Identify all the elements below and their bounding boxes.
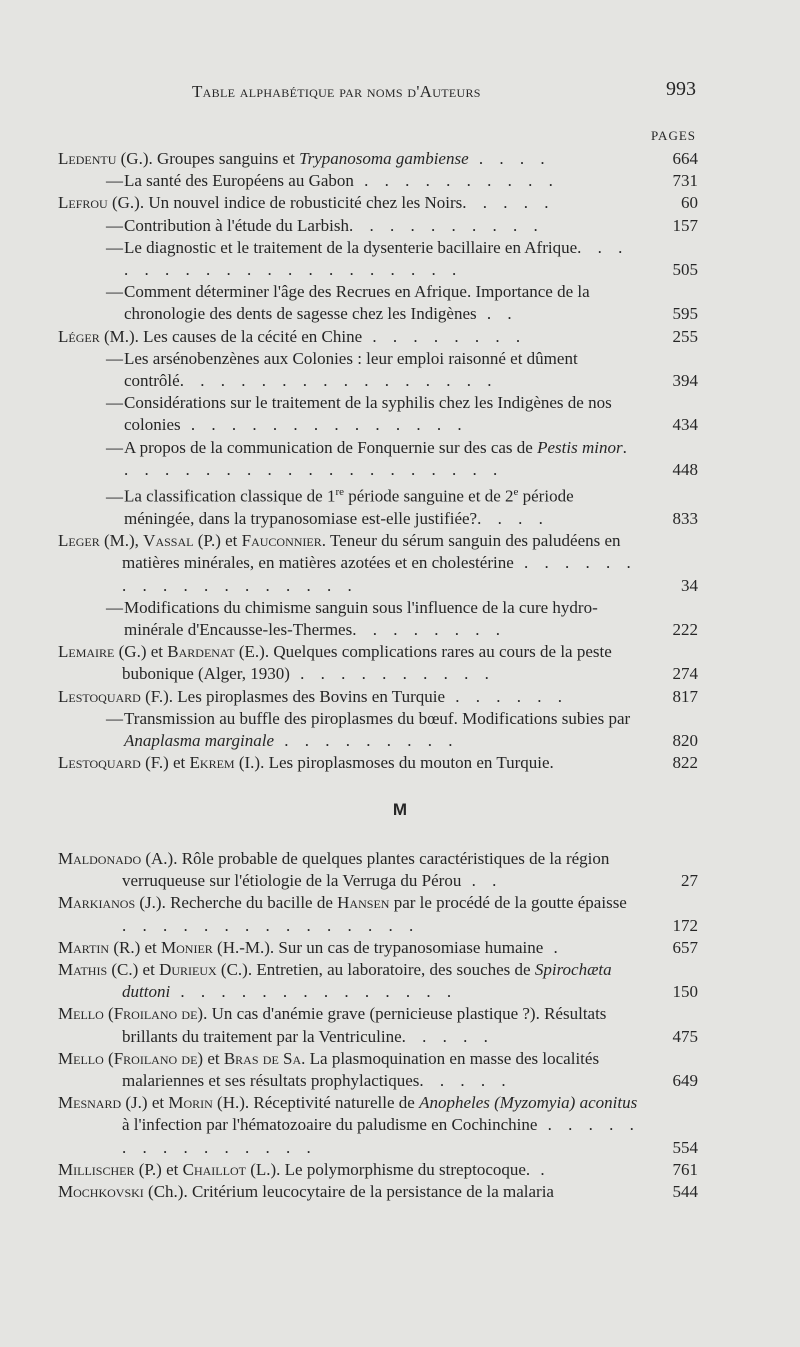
author-name: Morin [168, 1093, 213, 1113]
ditto-dash: — [106, 597, 123, 617]
author-name: Chaillot [182, 1159, 246, 1179]
entry-text: Comment déterminer l'âge des Recrues en Afrique. Importance de la chronologie des dents de sagesse chez les Indigènes [124, 282, 590, 324]
entry-text: (P.) et [193, 531, 242, 551]
author-name: Lestoquard [58, 753, 141, 773]
dot-leader: . . . . . [419, 1071, 512, 1091]
page-reference: 649 [672, 1071, 698, 1091]
dot-leader: . . . . . . . . . . . . . . . [122, 915, 420, 935]
entry-text: période méningée, dans la trypanosomiase est-elle justifiée? [124, 486, 574, 528]
entry-text: (J.) et [121, 1093, 169, 1113]
entry-text: (I.). Les piroplasmoses du mouton en Turquie. [234, 753, 554, 773]
entry-text: Le diagnostic et le traitement de la dysenterie bacillaire en Afrique [124, 237, 578, 257]
entry-text: (G.). Un nouvel indice de robusticité chez les Noirs [107, 193, 463, 213]
index-subentry [58, 392, 698, 436]
ditto-dash: — [106, 237, 123, 257]
index-subentry [58, 237, 698, 281]
index-subentry [58, 215, 698, 237]
entry-text: (E.). Quelques complications rares au cours de la peste bubonique (Alger, 1930) [122, 642, 612, 684]
author-name: Mesnard [58, 1093, 122, 1113]
author-name: Lestoquard [58, 686, 141, 706]
dot-leader: . . . . . . . . . . [348, 215, 544, 235]
dot-leader: . . . . . . . . . . . . . . [170, 982, 458, 1002]
page-reference: 27 [681, 871, 698, 891]
entry-text: (Ch.). Critérium leucocytaire de la persistance de la malaria [143, 1182, 554, 1202]
dot-leader: . . . . . . . . . . . . . . . [122, 1115, 640, 1157]
author-name: Markianos [58, 893, 136, 913]
page-reference: 544 [672, 1182, 698, 1202]
page-reference: 664 [672, 149, 698, 168]
author-name: Monier [161, 937, 213, 957]
entry-text: (J.). Recherche du bacille de [135, 893, 338, 913]
entry-text: (G.). Groupes sanguins et [116, 149, 300, 168]
entry-text: (H.). Réceptivité naturelle de [212, 1093, 420, 1113]
entry-text: par le procédé de la goutte épaisse [389, 893, 627, 913]
index-entry [58, 1181, 698, 1203]
index-entries-m [58, 848, 698, 1203]
entry-text: La santé des Européens au Gabon [124, 171, 354, 191]
page-reference: 475 [672, 1026, 698, 1046]
entry-text: (C.) et [107, 960, 160, 980]
page-reference: 657 [672, 937, 698, 957]
index-subentry [58, 348, 698, 392]
index-subentry [58, 437, 698, 481]
ditto-dash: — [106, 215, 123, 235]
author-name: Hansen [337, 893, 390, 913]
entry-text: . Teneur du sérum sanguin des paludéens en matières minérales, en matières azotées et en cholestérine [122, 531, 621, 573]
index-entry [58, 641, 698, 685]
dot-leader: . . . . . . . . . . . . . . . . [179, 371, 498, 391]
author-name: Martin [58, 937, 110, 957]
dot-leader: . . . . . . . . [362, 326, 527, 346]
italic-term: Spirochæta duttoni [122, 960, 612, 1002]
entry-text: Considérations sur le traitement de la syphilis chez les Indigènes de nos colonies [124, 393, 612, 435]
dot-leader: . . [461, 871, 503, 891]
superscript: e [513, 486, 519, 499]
superscript: re [335, 486, 345, 499]
entry-text: Contribution à l'étude du Larbish [124, 215, 349, 235]
page-reference: 761 [672, 1159, 698, 1179]
entry-text: ( [103, 1048, 114, 1068]
author-name: Mochkovski [58, 1182, 144, 1202]
ditto-dash: — [106, 393, 123, 413]
author-name: Durieux [159, 960, 217, 980]
author-name: Froilano de [113, 1004, 198, 1024]
entry-text: (H.-M.). Sur un cas de trypanosomiase humaine [212, 937, 544, 957]
pages-column-label: PAGES [651, 128, 696, 143]
page-reference: 34 [681, 575, 698, 595]
index-entries-l [58, 148, 698, 774]
ditto-dash: — [106, 282, 123, 302]
dot-leader: . . . . [468, 149, 551, 168]
page-reference: 731 [672, 171, 698, 191]
author-name: Bardenat [167, 642, 235, 662]
entry-text: (M.). Les causes de la cécité en Chine [99, 326, 363, 346]
ditto-dash: — [106, 348, 123, 368]
running-header [60, 78, 700, 104]
author-name: Léger [58, 326, 100, 346]
entry-text: (R.) et [109, 937, 161, 957]
author-name: Lefrou [58, 193, 108, 213]
index-entry [58, 192, 698, 214]
index-entry [58, 1048, 698, 1092]
author-name: Vassal [143, 531, 194, 551]
entry-text: (A.). Rôle probable de quelques plantes caractéristiques de la région verruqueuse sur l'étiologie de la Verruga du Pérou [122, 849, 610, 891]
author-name: Ledentu [58, 149, 117, 168]
dot-leader: . . . . . . . . . . . . . . [180, 415, 468, 435]
index-entry [58, 1092, 698, 1159]
author-name: Mello [58, 1004, 104, 1024]
entry-text: Modifications du chimisme sanguin sous l'influence de la cure hydro-minérale d'Encausse-les-Thermes [124, 597, 598, 639]
entry-text: (P.) et [134, 1159, 183, 1179]
dot-leader: . . . . . [401, 1026, 494, 1046]
index-entry [58, 937, 698, 959]
section-letter: M [392, 800, 408, 819]
index-entry [58, 752, 698, 774]
italic-term: Anopheles (Myzomyia) aconitus [419, 1093, 638, 1113]
dot-leader: . . . . . . . . . . . . . . . . . . . . [124, 437, 633, 479]
page-reference: 157 [672, 215, 698, 235]
italic-term: Anaplasma marginale [124, 730, 275, 750]
dot-leader: . . . . . . . . . . . . . . . . . . [122, 553, 637, 595]
index-subentry [58, 597, 698, 641]
entry-text: A propos de la communication de Fonquernie sur des cas de [124, 437, 538, 457]
author-name: Millischer [58, 1159, 135, 1179]
page-reference: 448 [672, 459, 698, 479]
dot-leader: . . . . . . . . [352, 619, 506, 639]
italic-term: Trypanosoma gambiense [299, 149, 469, 168]
dot-leader: . [543, 937, 564, 957]
author-name: Maldonado [58, 849, 142, 868]
entry-text: ) et [197, 1048, 224, 1068]
page-reference: 554 [672, 1137, 698, 1157]
page-reference: 505 [672, 260, 698, 280]
author-name: Ekrem [189, 753, 235, 773]
entry-text: (C.). Entretien, au laboratoire, des souches de [216, 960, 535, 980]
page-reference: 434 [672, 415, 698, 435]
dot-leader: . . . . . . [445, 686, 569, 706]
ditto-dash: — [106, 171, 123, 191]
index-subentry [58, 281, 698, 325]
index-entry [58, 686, 698, 708]
dot-leader: . . . . . [462, 193, 555, 213]
dot-leader: . [530, 1159, 551, 1179]
dot-leader: . . . . . . . . . . [289, 664, 495, 684]
index-entry [58, 530, 698, 597]
author-name: Leger [58, 531, 100, 551]
author-name: Mathis [58, 960, 108, 980]
entry-text: Transmission au buffle des piroplasmes du bœuf. Modifications subies par [124, 708, 631, 728]
dot-leader: . . . . . . . . . [274, 730, 459, 750]
dot-leader: . . . . . . . . . . . . . . . . . . . . [124, 237, 629, 280]
page-reference: 817 [672, 686, 698, 706]
entry-text: (F.) et [140, 753, 190, 773]
index-entry [58, 148, 698, 170]
index-entry [58, 326, 698, 348]
dot-leader: . . . . . . . . . . [353, 171, 559, 191]
page-reference: 150 [672, 982, 698, 1002]
ditto-dash: — [106, 437, 123, 457]
entry-text: ). Un cas d'anémie grave (pernicieuse plastique ?). Résultats brillants du traitement par la Ventriculine [122, 1004, 607, 1046]
index-entry [58, 1159, 698, 1181]
entry-text: Les arsénobenzènes aux Colonies : leur emploi raisonné et dûment contrôlé [124, 348, 578, 391]
index-entry [58, 848, 698, 892]
entry-text: La classification classique de 1 [124, 486, 336, 506]
index-entry [58, 1003, 698, 1047]
italic-term: Pestis minor [537, 437, 623, 457]
dot-leader: . . . . [477, 508, 549, 528]
page-reference: 274 [672, 664, 698, 684]
entry-text: (M.), [99, 531, 144, 551]
page-reference: 60 [681, 193, 698, 213]
entry-text: (F.). Les piroplasmes des Bovins en Turquie [140, 686, 446, 706]
dot-leader: . . [476, 304, 518, 324]
page-reference: 833 [672, 508, 698, 528]
author-name: Froilano de [113, 1048, 198, 1068]
ditto-dash: — [106, 486, 123, 506]
entry-text: période sanguine et de 2 [344, 486, 514, 506]
entry-text: ( [103, 1004, 114, 1024]
author-name: Mello [58, 1048, 104, 1068]
author-name: Bras de Sa [223, 1048, 302, 1068]
author-name: Lemaire [58, 642, 115, 662]
page-reference: 172 [672, 915, 698, 935]
index-entry [58, 892, 698, 936]
entry-text: . La plasmoquination en masse des localités malariennes et ses résultats prophylactiques [122, 1048, 600, 1091]
entry-text: (G.) et [114, 642, 168, 662]
page-reference: 222 [672, 619, 698, 639]
page-reference: 820 [672, 730, 698, 750]
page-reference: 595 [672, 304, 698, 324]
index-entry [58, 959, 698, 1003]
ditto-dash: — [106, 708, 123, 728]
index-subentry [58, 708, 698, 752]
author-name: Fauconnier [241, 531, 322, 551]
page-number: 993 [666, 78, 696, 100]
running-title: Table alphabétique par noms d'Auteurs [192, 82, 481, 101]
entry-text: (L.). Le polymorphisme du streptocoque. [245, 1159, 531, 1179]
index-subentry [58, 481, 698, 530]
page-reference: 394 [672, 371, 698, 391]
index-subentry [58, 170, 698, 192]
page-reference: 255 [672, 326, 698, 346]
entry-text: à l'infection par l'hématozoaire du paludisme en Cochinchine [122, 1115, 538, 1135]
page-reference: 822 [672, 753, 698, 773]
